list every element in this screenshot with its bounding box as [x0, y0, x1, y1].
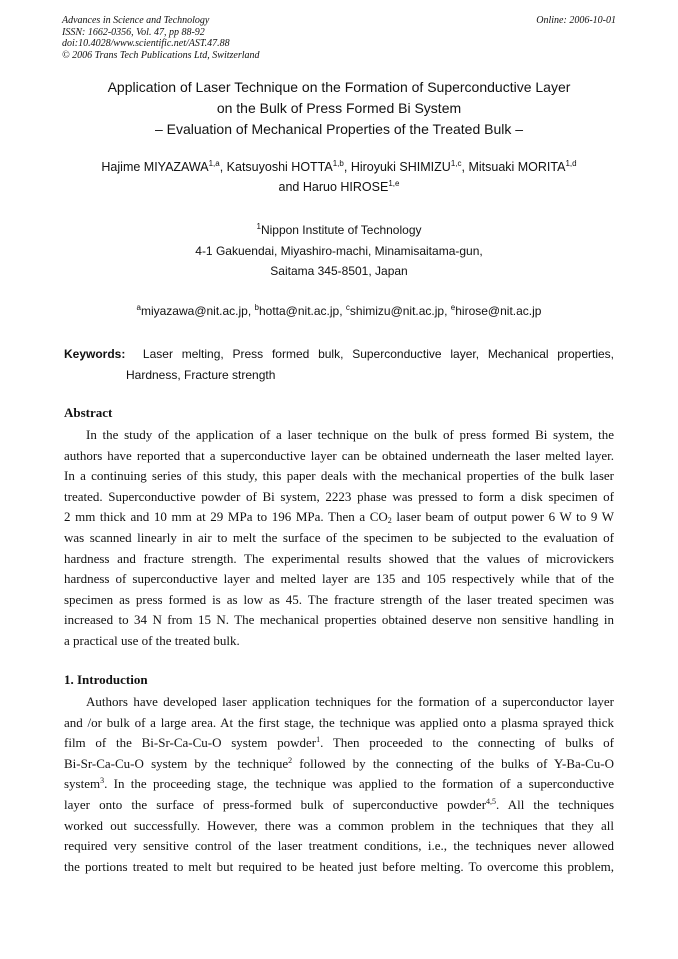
author-affil-sup: 1,a	[208, 159, 220, 168]
running-header	[62, 15, 260, 61]
introduction-heading: 1. Introduction	[64, 672, 148, 687]
text-segment: . In the proceeding stage, the technique was applied to the formation of a superconductive	[104, 776, 614, 792]
text-line: hardness and fracture strength. The experimental results showed that the values of microvickers	[64, 550, 614, 566]
text-line: increased to 34 N from 15 N. The mechanical properties obtained deserve non sensitive handling in	[64, 612, 614, 628]
author-affil-sup: 1,c	[450, 159, 462, 168]
journal-name: Advances in Science and Technology	[62, 15, 210, 26]
text-line	[64, 507, 614, 528]
author-name: Haruo HIROSE	[302, 180, 389, 194]
text-line: treated. Superconductive powder of Bi system, 2223 phase was pressed to form a disk specimen of	[64, 488, 614, 504]
text-segment: layer onto the surface of press-formed bulk of superconductive powder	[64, 796, 487, 812]
text-segment: . All the techniques	[496, 796, 614, 812]
copyright: © 2006 Trans Tech Publications Ltd, Switzerland	[62, 49, 260, 61]
text-segment: Bi-Sr-Ca-Cu-O system by the technique	[64, 755, 289, 771]
text-line: the portions treated to melt but required to be heated just before melting. To overcome this problem,	[64, 858, 614, 874]
institution: Nippon Institute of Technology	[260, 223, 422, 237]
keywords-label: Keywords:	[64, 347, 126, 361]
introduction-body	[64, 692, 614, 877]
doi: doi:10.4028/www.scientific.net/AST.47.88	[62, 38, 230, 49]
affil-sup: 1	[256, 222, 261, 231]
text-line	[64, 795, 614, 816]
and-word: and	[278, 180, 300, 194]
citation: 2	[288, 755, 293, 765]
email-address[interactable]: hotta@nit.ac.jp	[258, 304, 340, 318]
text-line: a practical use of the treated bulk.	[64, 632, 240, 648]
author-name: Katsuyoshi HOTTA	[226, 160, 333, 174]
text-line	[64, 774, 614, 795]
email-sup: e	[450, 303, 456, 312]
text-segment: laser beam of output power 6 W to 9 W	[391, 509, 614, 525]
author-affil-sup: 1,b	[332, 159, 344, 168]
text-line: specimen as press formed is as low as 45. The fracture strength of the laser treated specimen was	[64, 591, 614, 607]
keywords-line: Laser melting, Press formed bulk, Superconductive layer, Mechanical properties,	[142, 347, 615, 361]
email-address[interactable]: miyazawa@nit.ac.jp	[140, 304, 248, 318]
abstract-body	[64, 425, 614, 652]
author-list: Hajime MIYAZAWA$^{1,a}$, Katsuyoshi HOTTA$^{1,b}$, Hiroyuki SHIMIZU$^{1,c}$, Mitsuaki MORITA$^{1,d}$ and Haruo HIROSE$^{1,e}$	[101, 159, 577, 194]
author-affil-sup: 1,e	[388, 179, 400, 188]
keywords-block	[64, 344, 614, 385]
text-line: worked out successfully. However, there was a common problem in the techniques that they all	[64, 817, 614, 833]
issn: ISSN: 1662-0356, Vol. 47, pp 88-92	[62, 26, 205, 38]
title-line: – Evaluation of Mechanical Properties of the Treated Bulk –	[154, 121, 524, 137]
text-segment: . Then proceeded to the connecting of bulks of	[320, 735, 614, 751]
text-line	[64, 733, 614, 754]
text-segment: system	[64, 776, 101, 792]
paper-title	[40, 77, 638, 140]
author-name: Hiroyuki SHIMIZU	[350, 160, 451, 174]
email-list: $^a$miyazawa@nit.ac.jp, $^b$hotta@nit.ac.jp, $^c$shimizu@nit.ac.jp, $^e$hirose@nit.ac.jp	[136, 303, 542, 318]
text-segment: film of the Bi-Sr-Ca-Cu-O system powder	[64, 735, 317, 751]
author-affil-sup: 1,d	[565, 159, 577, 168]
citation: 3	[100, 776, 105, 786]
affiliation	[40, 220, 638, 282]
email-address[interactable]: shimizu@nit.ac.jp	[349, 304, 445, 318]
address-line: 4-1 Gakuendai, Miyashiro-machi, Minamisaitama-gun,	[195, 243, 483, 258]
text-line: In the study of the application of a laser technique on the bulk of press formed Bi system, the	[86, 427, 614, 442]
online-date: Online: 2006-10-01	[536, 15, 616, 26]
keywords-line: Hardness, Fracture strength	[126, 367, 276, 382]
address-line: Saitama 345-8501, Japan	[270, 264, 408, 278]
text-line: authors have reported that a superconductive layer can be obtained underneath the laser melted layer.	[64, 447, 614, 463]
citation: 4,5	[486, 796, 497, 806]
text-line: was scanned linearly in air to melt the surface of the specimen to be subjected to the evaluation of	[64, 529, 614, 545]
email-sup: c	[345, 303, 350, 312]
text-segment: 2 mm thick and 10 mm at 29 MPa to 196 MPa. Then a CO	[64, 509, 388, 525]
author-name: Mitsuaki MORITA	[468, 160, 566, 174]
text-line	[64, 754, 614, 775]
text-segment: followed by the connecting of the bulks of Y-Ba-Cu-O	[292, 755, 614, 771]
email-address[interactable]: hirose@nit.ac.jp	[455, 304, 542, 318]
email-sup: b	[254, 303, 259, 312]
title-line: on the Bulk of Press Formed Bi System	[216, 100, 462, 116]
abstract-heading: Abstract	[64, 405, 113, 420]
text-line: and /or bulk of a large area. At the first stage, the technique was applied onto a plasma sprayed thick	[64, 714, 614, 730]
email-sup: a	[136, 303, 141, 312]
subscript: 2	[387, 516, 392, 526]
text-line: required very sensitive control of the laser treatment conditions, i.e., the techniques never allowed	[64, 838, 614, 854]
citation: 1	[316, 735, 321, 745]
text-line: Authors have developed laser application techniques for the formation of a superconductor layer	[86, 694, 614, 709]
title-line: Application of Laser Technique on the Formation of Superconductive Layer	[107, 79, 571, 95]
text-line: hardness of superconductive layer and melted layer are 135 and 105 respectively while that of the	[64, 571, 614, 587]
text-line: In a continuing series of this study, this paper deals with the mechanical properties of the bulk laser	[64, 468, 614, 484]
author-name: Hajime MIYAZAWA	[101, 160, 209, 174]
